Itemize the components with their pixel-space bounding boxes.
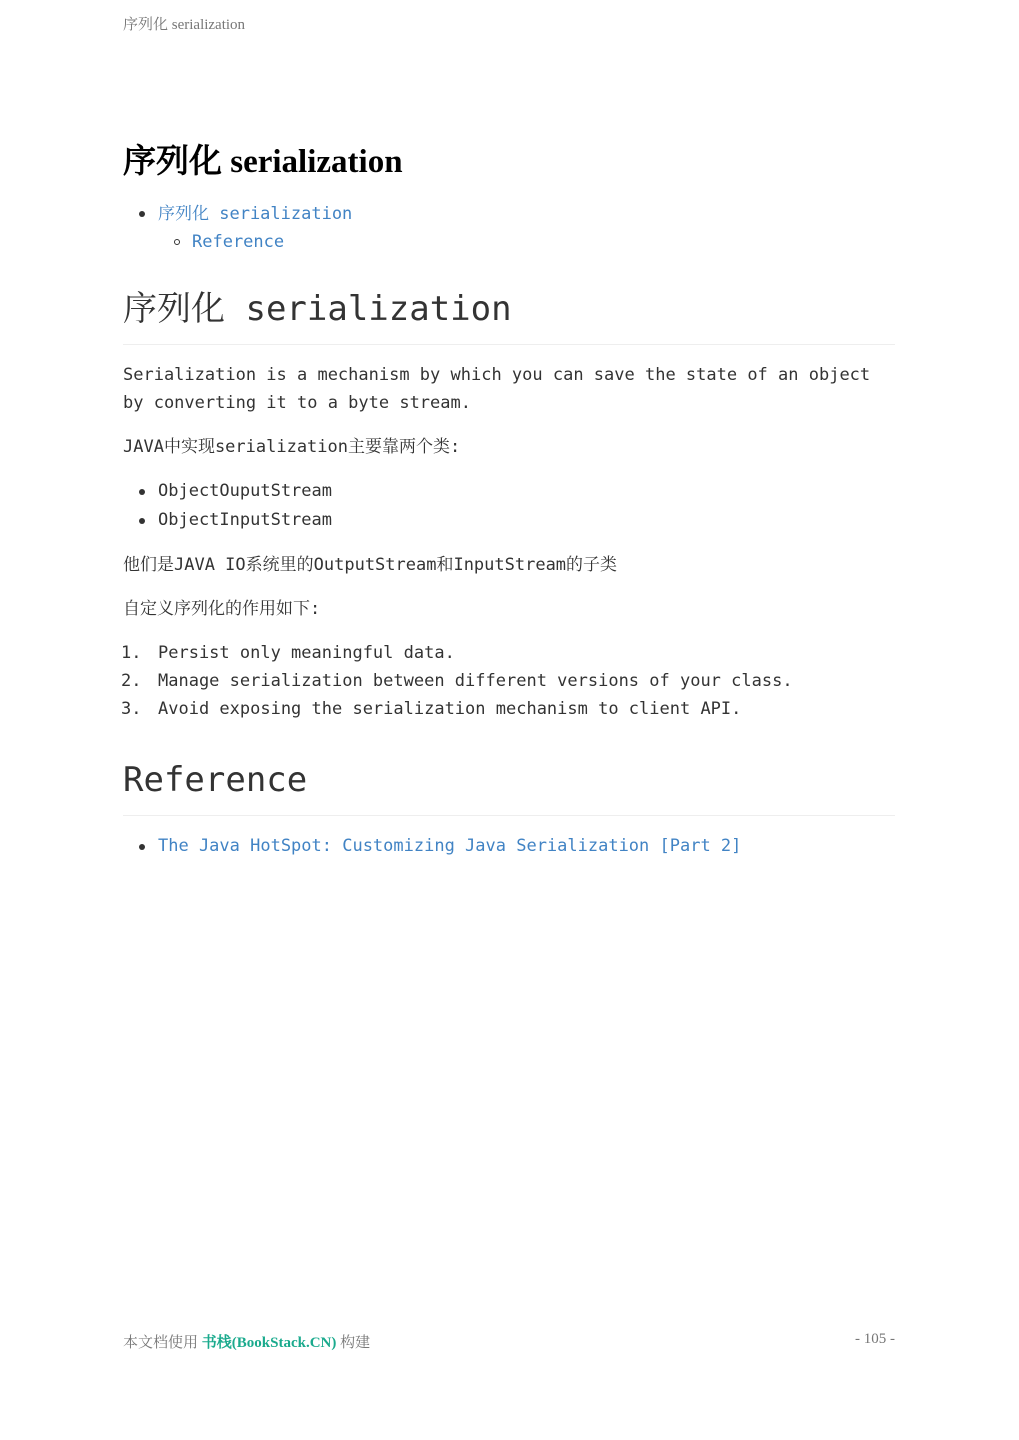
toc-sublist — [158, 228, 895, 256]
purposes-list — [123, 639, 895, 723]
reference-link[interactable]: The Java HotSpot: Customizing Java Serialization [Part 2] — [158, 836, 742, 856]
toc-link-serialization[interactable]: 序列化 serialization — [158, 204, 353, 224]
section-heading-reference: Reference — [123, 759, 895, 816]
subclass-note: 他们是JAVA IO系统里的OutputStream和InputStream的子类 — [123, 555, 618, 575]
table-of-contents — [123, 200, 895, 256]
document-body — [123, 138, 895, 861]
list-item: ObjectInputStream — [123, 506, 895, 535]
document-title: 序列化 serialization — [123, 144, 403, 180]
list-item — [123, 695, 895, 723]
footer-brand-link[interactable]: 书栈(BookStack.CN) — [201, 1335, 337, 1351]
list-text: Avoid exposing the serialization mechanism to client API. — [158, 699, 742, 719]
footer-prefix: 本文档使用 — [123, 1335, 199, 1351]
running-header: 序列化 serialization — [123, 17, 246, 33]
list-text: Persist only meaningful data. — [158, 643, 455, 663]
classes-intro: JAVA中实现serialization主要靠两个类: — [123, 437, 461, 457]
intro-paragraph: Serialization is a mechanism by which you can save the state of an object by converting it to a byte stream. — [123, 365, 871, 413]
reference-list — [123, 832, 895, 861]
list-number: 3. — [121, 699, 142, 719]
list-item — [123, 639, 895, 667]
list-item — [123, 832, 895, 861]
list-number: 1. — [121, 643, 142, 663]
section-heading-serialization: 序列化 serialization — [123, 288, 895, 345]
list-item — [123, 667, 895, 695]
toc-subitem — [158, 228, 895, 256]
page-number: - 105 - — [855, 1331, 895, 1347]
toc-link-reference[interactable]: Reference — [192, 232, 285, 252]
classes-list — [123, 477, 895, 535]
list-item: ObjectOuputStream — [123, 477, 895, 506]
footer-suffix: 构建 — [340, 1335, 371, 1351]
page-footer — [123, 1331, 895, 1352]
list-number: 2. — [121, 671, 142, 691]
list-text: Manage serialization between different versions of your class. — [158, 671, 793, 691]
toc-item — [123, 200, 895, 256]
purpose-intro: 自定义序列化的作用如下: — [123, 599, 321, 619]
